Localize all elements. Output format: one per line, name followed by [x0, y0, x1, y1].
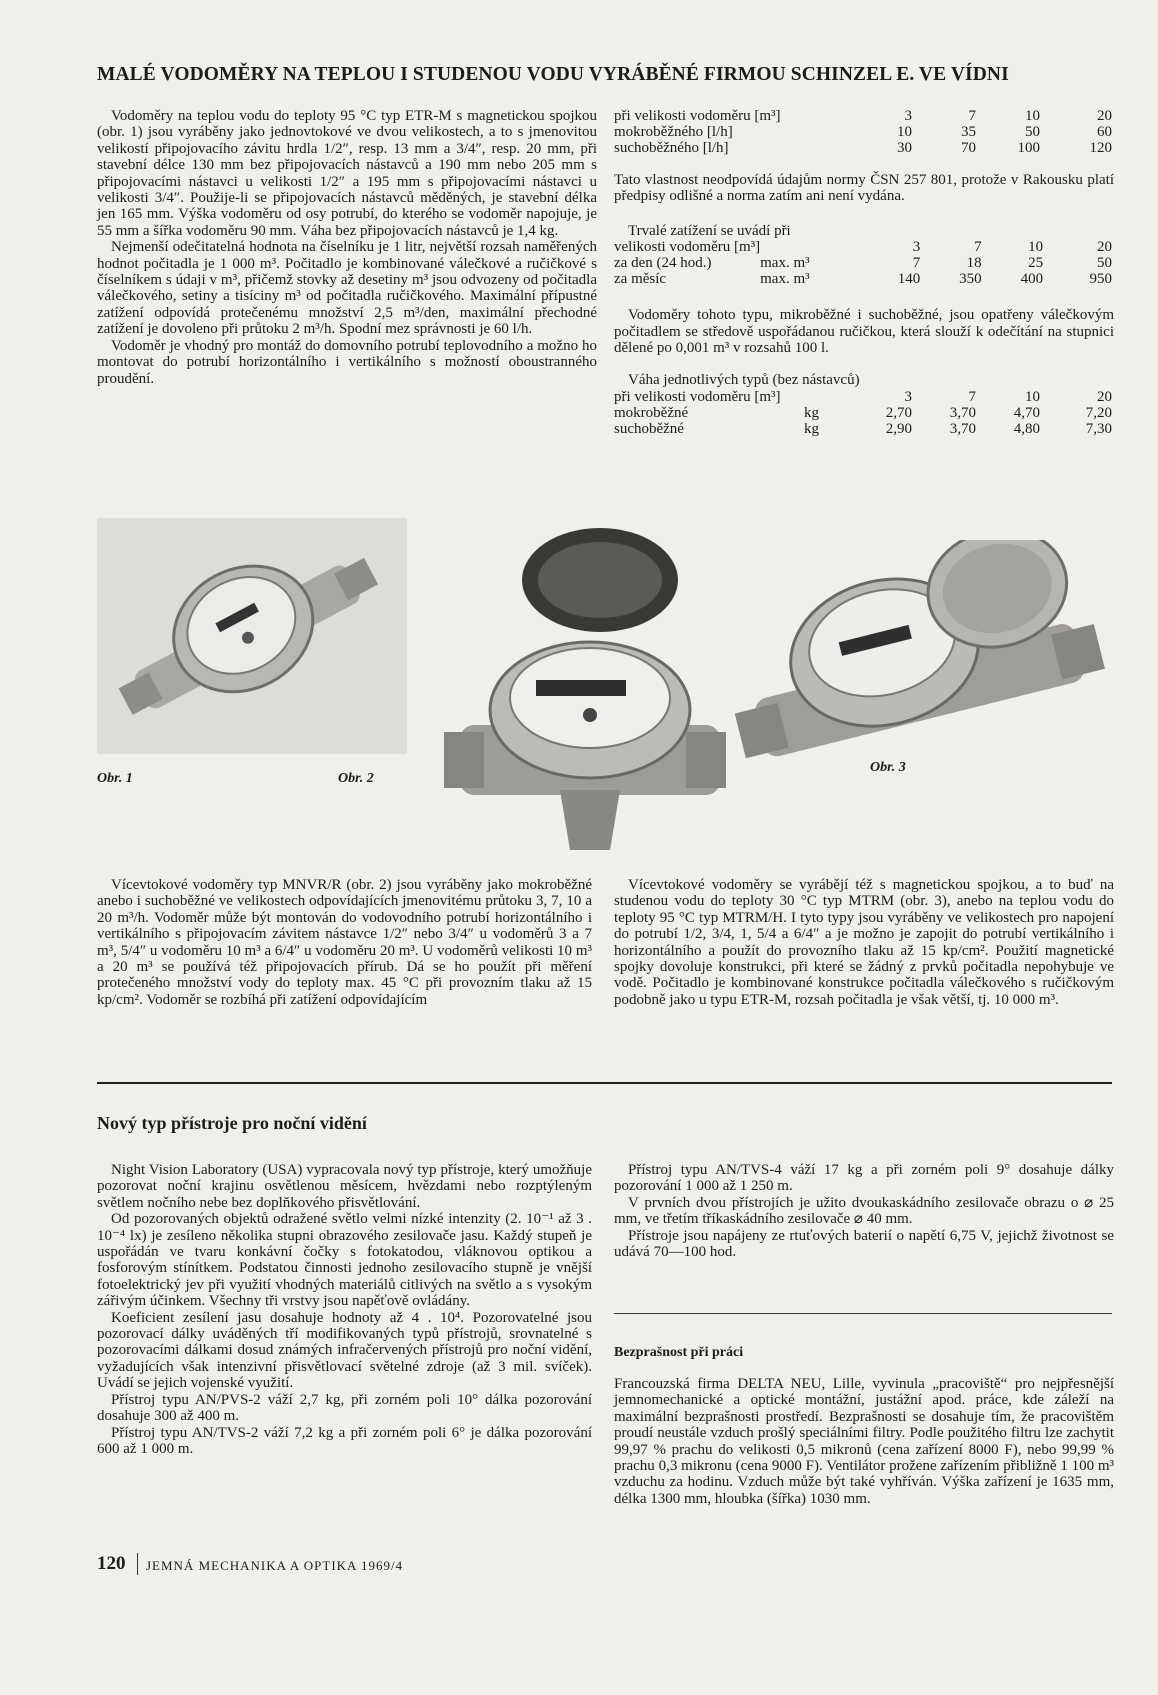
table-row: suchoběžného [l/h] 30 70 100 120 [614, 140, 1112, 156]
column-divider [614, 1313, 1112, 1314]
paragraph: Přístroj typu AN/TVS-4 váží 17 kg a při zorném poli 9° dosahuje dálky pozorování 1 000 až 1 250 m. [614, 1162, 1114, 1195]
water-meter-etr-m-image [97, 518, 407, 754]
counter-paragraph: Vodoměry tohoto typu, mikroběžné i suchoběžné, jsou opatřeny válečkovým počitadlem se středově uspořádanou ručičkou, která slouží k odečítání na stupnici dělené po 0,001 m³ v rozsahů 100 l. [614, 307, 1114, 357]
table-row: při velikosti vodoměru [m³] 3 7 10 20 [614, 108, 1112, 124]
paragraph: Night Vision Laboratory (USA) vypracovala nový typ přístroje, který umožňuje pozorovat noční krajinu osvětlenou měsícem, hvězdami nebo rozptýleným světlem nočního nebe bez doplňkového přisvětlování. [97, 1162, 592, 1211]
paragraph: Vodoměry na teplou vodu do teploty 95 °C typ ETR-M s magnetickou spojkou (obr. 1) jsou vyráběny jako jednovtokové ve dvou velikostech, a to s jmenovitou velikostí připojovacího závitu hrdla 1/2″, resp. 13 mm a 3/4″, resp. 20 mm, při stavební délce 130 mm bez připojovacích nástavců a 190 mm nebo 205 mm s připojovacími nástavci u velikosti 1/2″ a 195 mm s připojovacími nástavci u velikosti 3/4″. Použije-li se připojovacích nástavců měděných, je stavební délka jen 165 mm. Výška vodoměru od osy potrubí, do kterého se vodoměr napojuje, je 55 mm a šířka vodoměru 90 mm. Váha bez připojovacích nástavců je 1,4 kg. [97, 108, 597, 239]
paragraph: Přístroj typu AN/TVS-2 váží 7,2 kg a při zorném poli 6° je dálka pozorování 600 až 1 000 m. [97, 1424, 592, 1457]
water-meter-mtrm-image [726, 540, 1106, 770]
table-row: při velikosti vodoměru [m³] 3 7 10 20 [614, 388, 1112, 405]
weight-table [614, 389, 1112, 437]
mnvr-paragraph: Vícevtokové vodoměry typ MNVR/R (obr. 2) jsou vyráběny jako mokroběžné anebo i suchoběžné ve velikostech odpovídajících jmenovitému průtoku 3, 7, 10 a 20 m³/h. Vodoměr může být montován do vodovodního potrubí horizontálního i vertikálního s připojovacím závitem nástavce 1/2″ nebo 3/4″ u vodoměrů 3 a 7 m³, 5/4″ u vodoměru 10 m³ a 6/4″ u vodoměru 20 m³. U vodoměrů velikosti 10 m³ a 20 m³ se používá též připojovacích přírub. Dá se ho použít při měření protečeného množství vody do teploty max. 45 °C při provozním tlaku až 15 kp/cm². Vodoměr se rozbíhá při zatížení odpovídajícím [97, 877, 592, 1008]
table-row: mokroběžného [l/h] 10 35 50 60 [614, 124, 1112, 140]
table-heading: Váha jednotlivých typů (bez nástavců) [628, 372, 860, 389]
section-divider [97, 1082, 1112, 1084]
figure-2-caption: Obr. 2 [338, 771, 374, 786]
night-vision-right-column [614, 1162, 1114, 1260]
table-heading: Trvalé zatížení se uvádí při [628, 222, 791, 239]
night-vision-heading: Nový typ přístroje pro noční vidění [97, 1113, 367, 1133]
paragraph: Koeficient zesílení jasu dosahuje hodnoty až 4 . 10⁴. Pozorovatelné jsou pozorovací dálky uváděných tří modifikovaných typů přístrojů, srovnatelné s pozorovacími dálkami dosud známých infračervených přístrojů pro noční vidění, vyžadujících však intenzivní přisvětlovací světelné zdroje (až 3 mil. svíček). Uvádí se jejich vojenské využití. [97, 1309, 592, 1392]
table-row: suchoběžné kg 2,90 3,70 4,80 7,30 [614, 420, 1112, 437]
journal-name: JEMNÁ MECHANIKA A OPTIKA 1969/4 [146, 1558, 404, 1573]
figure-3-caption: Obr. 3 [870, 760, 906, 775]
specs-column [614, 108, 1114, 437]
paragraph: Nejmenší odečitatelná hodnota na číselníku je 1 litr, největší rozsah naměřených hodnot počitadla je 1 000 m³. Počitadlo je kombinované válečkové a ručičkové s číselníkem s údaji v m³, přičemž stovky až desetiny m³ jsou odvozeny od počitadla válečkového, setiny a tisíciny m³ od počitadla ručičkového. Maximální přípustné zatížení odpovídá protečenému množství 2,5 m³/den, maximální přechodné zatížení je dovoleno při průtoku 2 m³/h. Spodní mez správnosti je 60 l/h. [97, 239, 597, 338]
table-row: za měsíc max. m³ 140 350 400 950 [614, 271, 1112, 288]
mtrm-paragraph: Vícevtokové vodoměry se vyrábějí též s magnetickou spojkou, a to buď na studenou vodu do teploty 30 °C typ MTRM (obr. 3), anebo na teplou vodu do teploty 95 °C typ MTRM/H. I tyto typy jsou vyráběny ve velikostech pro napojení do potrubí 1/2, 3/4, 1, 5/4 a 6/4″ a je možno je zapojit do potrubí vertikálního i horizontálního a použít do provozního tlaku až 15 kp/cm². Použití magnetické spojky dovoluje konstrukci, při které se žádný z prvků počitadla nepohybuje ve vodě. Počitadlo je kombinované konstrukce počitadla válečkového s ručičkovým podobně jako u typu ETR-M, rozsah počitadla je však větší, tj. 10 000 m³. [614, 877, 1114, 1008]
paragraph: Od pozorovaných objektů odražené světlo velmi nízké intenzity (2. 10⁻¹ až 3 . 10⁻⁴ lx) je zesíleno několika stupni obrazového zesilovače jasu. Každý stupeň je uspořádán ve tvaru konkávní čočky s fotokatodou, vláknovou optikou a fosforovým stínítkem. Podstatou činnosti jednoho zesilovacího stupně je vnější fotoelektrický jev při využití vhodných materiálů citlivých na světlo a s vysokým zářivým účinkem. Všechny tři vrstvy jsou napěťově ovládány. [97, 1211, 592, 1310]
paragraph: V prvních dvou přístrojích je užito dvoukaskádního zesilovače obrazu o ⌀ 25 mm, ve třetím tříkaskádního zesilovače ⌀ 40 mm. [614, 1194, 1114, 1228]
paragraph: Přístroje jsou napájeny ze rtuťových baterií o napětí 6,75 V, jejichž životnost se udává 70—100 hod. [614, 1227, 1114, 1261]
paragraph: Přístroj typu AN/PVS-2 váží 2,7 kg, při zorném poli 10° dálka pozorování dosahuje 300 až 400 m. [97, 1391, 592, 1425]
norm-paragraph: Tato vlastnost neodpovídá údajům normy ČSN 257 801, protože v Rakousku platí předpisy odlišné a norma zatím ani není vydána. [614, 172, 1114, 205]
dust-free-paragraph: Francouzská firma DELTA NEU, Lille, vyvinula „pracoviště“ pro nejpřesnější jemnomechanické a optické montážní, justážní apod. práce, kde záleží na maximální bezprašnosti prostředí. Bezprašnosti se dosahuje tím, že pracovištěm proudí neustále vzduch prošlý speciálními filtry. Podle použitého filtru lze zachytit 99,97 % prachu do velikosti 0,5 mikronů (cena zařízení 8000 F), nebo 99,99 % prachu 0,3 mikronu (cena 9000 F). Ventilátor prožene zařízením přibližně 1 100 m³ vzduchu za hodinu. Vzduch může být také vyhříván. Výška zařízení je 1635 mm, délka 1300 mm, hloubka (šířka) 1030 mm. [614, 1376, 1114, 1507]
intro-column [97, 108, 597, 387]
figure-2-photo [440, 520, 730, 855]
table-row: mokroběžné kg 2,70 3,70 4,70 7,20 [614, 404, 1112, 421]
table-row: velikosti vodoměru [m³] 3 7 10 20 [614, 239, 1112, 256]
night-vision-left-column [97, 1162, 592, 1457]
figure-3-photo [726, 540, 1106, 770]
paragraph: Vodoměr je vhodný pro montáž do domovního potrubí teplovodního a možno ho montovat do potrubí horizontálního i vertikálního s možností oboustranného proudění. [97, 337, 597, 387]
water-meter-mnvr-image [440, 520, 730, 855]
page-number: 120 [97, 1553, 126, 1574]
figure-1-caption: Obr. 1 [97, 771, 133, 786]
dust-free-heading: Bezprašnost při práci [614, 1345, 744, 1360]
figure-1-photo [97, 518, 407, 754]
footer-separator [137, 1553, 138, 1575]
flow-table [614, 108, 1112, 156]
load-table [614, 239, 1112, 287]
article-title: MALÉ VODOMĚRY NA TEPLOU I STUDENOU VODU VYRÁBĚNÉ FIRMOU SCHINZEL E. VE VÍDNI [97, 64, 1009, 85]
table-row: za den (24 hod.) max. m³ 7 18 25 50 [614, 255, 1112, 272]
